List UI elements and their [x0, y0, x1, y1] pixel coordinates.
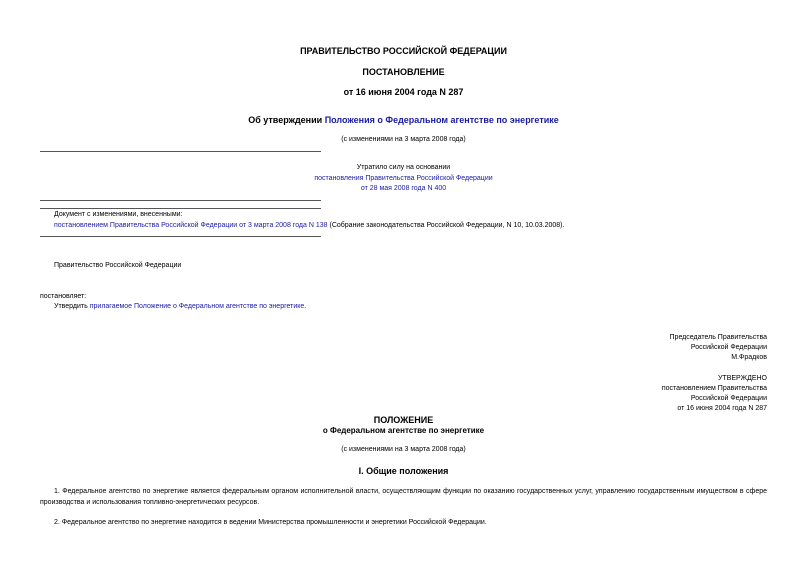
- repealed-notice: Утратило силу на основании: [356, 164, 451, 171]
- title-prefix: Об утверждении: [248, 115, 325, 125]
- signature-name: М.Фрадков: [731, 354, 767, 361]
- approved-by-line2: Российской Федерации: [690, 395, 767, 402]
- changes-intro: Документ с изменениями, внесенными:: [54, 211, 183, 218]
- approve-suffix: .: [304, 303, 307, 310]
- regulation-item-1: 1. Федеральное агентство по энергетике является федеральным органом исполнительной власти, осуществляющим функции по оказанию государственных услуг, управлению государственным имуществом в сфере производства и использования топливно-энергетических ресурсов.: [40, 488, 767, 506]
- section-heading: I. Общие положения: [358, 466, 449, 476]
- regulation-subtitle: о Федеральном агентстве по энергетике: [322, 426, 485, 435]
- document-type-heading: ПОСТАНОВЛЕНИЕ: [362, 67, 445, 77]
- amending-act-link[interactable]: постановлением Правительства Российской Федерации от 3 марта 2008 года N 138: [54, 222, 328, 229]
- regulation-item-2: 2. Федеральное агентство по энергетике находится в ведении Министерства промышленности и энергетики Российской Федерации.: [54, 519, 487, 526]
- repealing-act-link[interactable]: постановления Правительства Российской Федерации: [314, 175, 493, 182]
- regulation-title: ПОЛОЖЕНИЕ: [373, 415, 434, 425]
- approved-stamp: УТВЕРЖДЕНО: [717, 375, 767, 382]
- approve-statement: [54, 303, 306, 310]
- approve-prefix: Утвердить: [54, 303, 90, 310]
- divider: [40, 236, 321, 237]
- signature-position: Председатель Правительства: [669, 334, 767, 341]
- government-heading: ПРАВИТЕЛЬСТВО РОССИЙСКОЙ ФЕДЕРАЦИИ: [300, 46, 507, 56]
- resolves-text: постановляет:: [40, 293, 87, 300]
- approved-by: постановлением Правительства: [661, 385, 767, 392]
- divider: [40, 208, 321, 209]
- document-title: [0, 115, 807, 125]
- changes-reference: [54, 222, 564, 229]
- document-date-number: от 16 июня 2004 года N 287: [343, 87, 464, 97]
- repealing-act-date-link[interactable]: от 28 мая 2008 года N 400: [360, 185, 447, 192]
- signature-position-line2: Российской Федерации: [690, 344, 767, 351]
- regulation-link[interactable]: Положения о Федеральном агентстве по энергетике: [324, 115, 559, 125]
- attached-regulation-link[interactable]: прилагаемое Положение о Федеральном агентстве по энергетике: [89, 303, 305, 310]
- regulation-amendments-note: (с изменениями на 3 марта 2008 года): [341, 446, 466, 453]
- amendments-note: (с изменениями на 3 марта 2008 года): [341, 136, 466, 143]
- divider: [40, 200, 321, 201]
- divider: [40, 151, 321, 152]
- government-subject: Правительство Российской Федерации: [54, 262, 182, 269]
- approved-date: от 16 июня 2004 года N 287: [677, 405, 767, 412]
- changes-source: (Собрание законодательства Российской Федерации, N 10, 10.03.2008).: [327, 222, 565, 229]
